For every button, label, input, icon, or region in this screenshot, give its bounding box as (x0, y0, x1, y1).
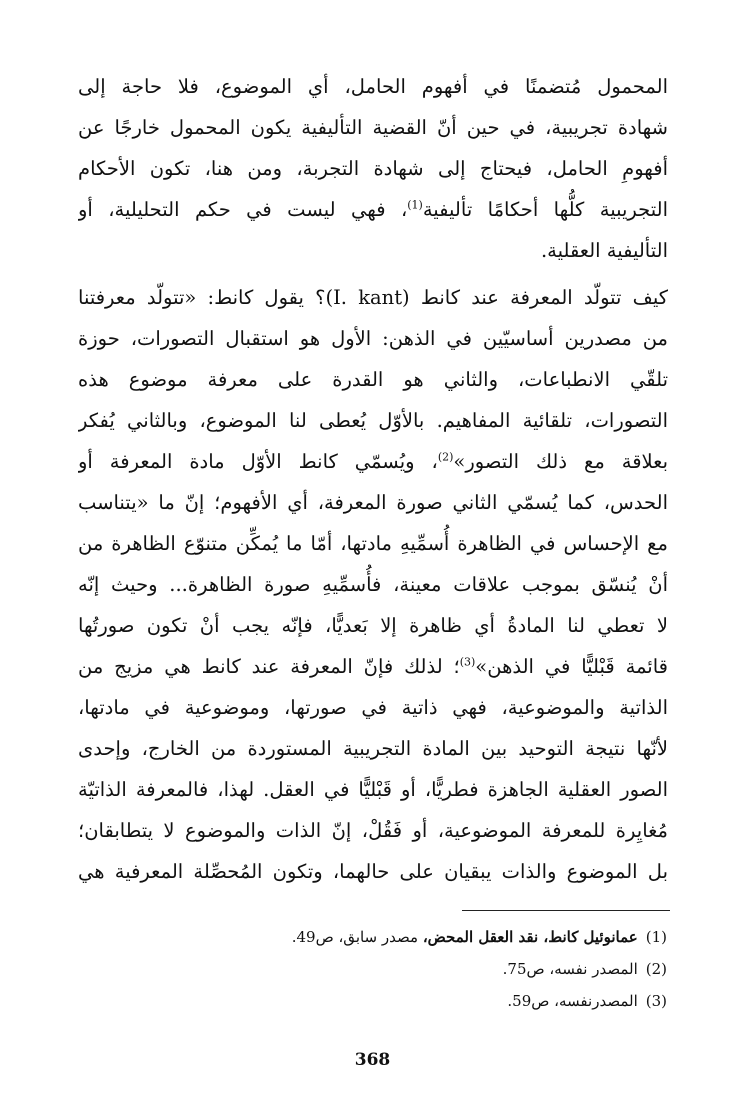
text-line: بل الموضوع والذات يبقيان على حالهما، وتكون المُحصِّلة المعرفية هي (78, 860, 668, 883)
text-line: كيف تتولّد المعرفة عند كانط (I. kant)؟ يقول كانط: «تتولّد معرفتنا (78, 286, 668, 309)
text-segment: ؛ لذلك فإنّ المعرفة عند كانط هي مزيج من (78, 655, 460, 678)
text-line (78, 441, 668, 482)
footnote-text: مصدر سابق، ص49. (291, 928, 423, 946)
text-line: الصور العقلية الجاهزة فطريًّا، أو قَبْليًّا في العقل. لهذا، فالمعرفة الذاتيّة (78, 778, 668, 801)
footnote-text: المصدر نفسه، ص75. (502, 960, 638, 978)
text-line: تلقّي الانطباعات، والثاني هو القدرة على معرفة موضوع هذه (78, 368, 668, 391)
text-segment: بعلاقة مع ذلك التصور» (453, 450, 668, 473)
text-segment: قائمة قَبْليًّا في الذهن» (475, 655, 668, 678)
text-line: المحمول مُتضمنًا في أفهوم الحامل، أي الموضوع، فلا حاجة إلى (78, 75, 668, 98)
footnote-text: المصدرنفسه، ص59. (507, 992, 638, 1010)
paragraph-2 (78, 277, 668, 892)
text-line: مُغايِرة للمعرفة الموضوعية، أو فَقُلْ، إنّ الذات والموضوع لا يتطابقان؛ (78, 819, 668, 842)
text-segment: ، فهي ليست في حكم التحليلية، أو (78, 198, 408, 221)
text-line (78, 189, 668, 230)
footnote-number: (1) (645, 928, 667, 946)
text-segment: التجريبية كلُّها أحكامًا تأليفية (422, 198, 668, 221)
paragraph-1 (78, 66, 668, 271)
text-line: التأليفية العقلية. (540, 239, 668, 262)
footnote-ref-1: (1) (407, 198, 423, 212)
text-line (78, 646, 668, 687)
text-line: التصورات، تلقائية المفاهيم. بالأوّل يُعطى لنا الموضوع، وبالثاني يُفكر (78, 409, 668, 432)
text-line: الحدس، كما يُسمّي الثاني صورة المعرفة، أي الأفهوم؛ إنّ ما «يتناسب (78, 491, 668, 514)
text-line: أفهومِ الحامل، فيحتاج إلى شهادة التجربة، ومن هنا، تكون الأحكام (78, 157, 668, 180)
footnote-number: (3) (645, 992, 667, 1010)
footnotes (247, 921, 667, 1017)
footnote-number: (2) (645, 960, 667, 978)
footnote-ref-2: (2) (437, 450, 454, 464)
text-line: الذاتية والموضوعية، فهي ذاتية في صورتها، وموضوعية في مادتها، (78, 696, 668, 719)
text-line: لأنّها نتيجة التوحيد بين المادة التجريبية المستوردة من الخارج، وإحدى (78, 737, 668, 760)
text-line: من مصدرين أساسيّين في الذهن: الأول هو استقبال التصورات، حوزة (78, 327, 668, 350)
footnote-divider (462, 910, 670, 911)
page-number: 368 (354, 1050, 391, 1070)
text-line: شهادة تجريبية، في حين أنّ القضية التأليفية يكون المحمول خارجًا عن (78, 116, 668, 139)
text-line: مع الإحساس في الظاهرة أُسمِّيهِ مادتها، أمّا ما يُمكِّن متنوّع الظاهرة من (78, 532, 668, 555)
footnote-title: عمانوئيل كانط، نقد العقل المحض، (422, 928, 638, 946)
footnote-1 (247, 921, 667, 953)
footnote-ref-3: (3) (459, 655, 476, 669)
text-line: أنْ يُنسّق بموجب علاقات معينة، فأُسمِّيهِ صورة الظاهرة... وحيث إنّه (78, 573, 668, 596)
footnote-2 (247, 953, 667, 985)
text-line: لا تعطي لنا المادةُ أي ظاهرة إلا بَعديًّا، فإنّه يجب أنْ تكون صورتُها (78, 614, 668, 637)
text-segment: ، ويُسمّي كانط الأوّل مادة المعرفة أو (78, 450, 438, 473)
footnote-3 (247, 985, 667, 1017)
